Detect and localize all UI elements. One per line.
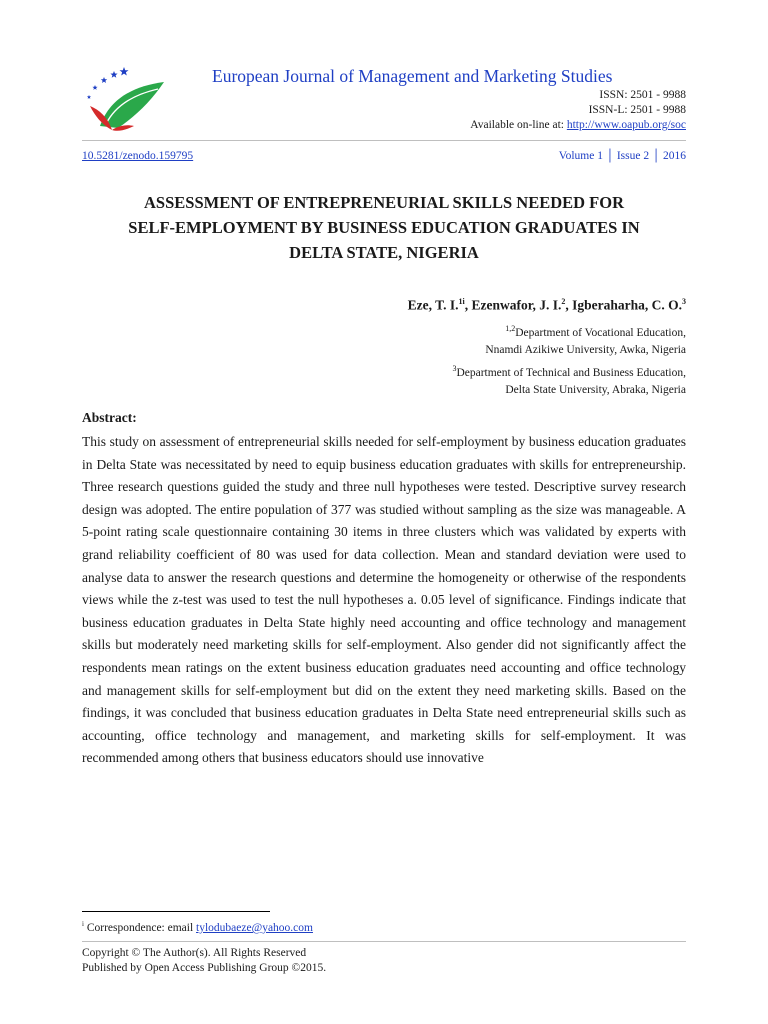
affiliation-line: Nnamdi Azikiwe University, Awka, Nigeria — [485, 344, 686, 357]
available-online — [470, 118, 686, 133]
correspondence-email-link[interactable]: tylodubaeze@yahoo.com — [196, 921, 313, 934]
publisher-text: Published by Open Access Publishing Group ©2015. — [82, 962, 327, 974]
affiliations — [452, 320, 686, 400]
footnote-marker: i — [82, 920, 84, 928]
journal-title: European Journal of Management and Marketing Studies — [212, 66, 613, 86]
title-line: ASSESSMENT OF ENTREPRENEURIAL SKILLS NEEDED FOR — [144, 193, 624, 212]
journal-logo-icon — [82, 64, 166, 134]
title-line: DELTA STATE, NIGERIA — [289, 243, 479, 262]
affiliation-text: Department of Technical and Business Education, — [456, 366, 686, 379]
affiliation-line — [452, 320, 686, 342]
copyright-divider — [82, 941, 686, 942]
author-marker: 1i — [458, 297, 465, 306]
doi — [82, 150, 193, 162]
copyright-block — [82, 946, 326, 976]
doi-link[interactable]: 10.5281/zenodo.159795 — [82, 150, 194, 162]
footnote — [82, 920, 313, 934]
issn: ISSN: 2501 - 9988 — [599, 89, 686, 101]
abstract-heading: Abstract: — [82, 410, 137, 425]
issn-l: ISSN-L: 2501 - 9988 — [588, 104, 686, 116]
author-marker: 3 — [682, 297, 686, 306]
paper-title — [82, 190, 686, 265]
affiliation-marker: 3 — [452, 363, 457, 373]
volume-issue: Volume 1 │ Issue 2 │ 2016 — [558, 150, 686, 162]
affiliation-line: Delta State University, Abraka, Nigeria — [505, 384, 686, 397]
affiliation-marker: 1,2 — [505, 324, 516, 333]
abstract-text: This study on assessment of entrepreneurial skills needed for self-employment by business education graduates in Delta State was necessitated by need to equip business education graduates with skills for entrepreneurship. Three research questions guided the study and three null hypotheses were tested. Descriptive survey research design was adopted. The entire population of 377 was studied without sampling as the size was manageable. A 5-point rating scale questionnaire containing 30 items in three clusters which was validated by experts with grand reliability coefficient of 80 was used for data collection. Mean and standard deviation were used to analyse data to answer the research questions and determine the homogeneity or otherwise of the respondents views while the z-test was used to test the null hypotheses a. 0.05 level of significance. Findings indicate that business education graduates in Delta State highly need accounting and office technology and management skills but moderately need marketing skills for self-employment. Also gender did not significantly affect the respondents mean ratings on the extent business education graduates need accounting and office technology and management skills for self-employment but did on the extent they need marketing skills. Based on the findings, it was concluded that business education graduates in Delta State need entrepreneurial skills such as accounting, office technology and management, and marketing skills for self-employment. It was recommended among others that business educators should use innovative — [82, 434, 686, 766]
affiliation-text: Department of Vocational Education, — [515, 326, 686, 339]
copyright-text: Copyright © The Author(s). All Rights Reserved — [82, 947, 307, 959]
affiliation-line — [452, 360, 686, 382]
author-name: , Ezenwafor, J. I. — [464, 297, 562, 313]
header-divider — [82, 140, 686, 141]
footnote-divider — [82, 911, 270, 912]
author-name: Eze, T. I. — [407, 297, 459, 313]
author-list — [408, 297, 686, 314]
author-marker: 2 — [561, 297, 566, 306]
footnote-label: Correspondence: email — [83, 921, 197, 934]
author-name: , Igberaharha, C. O. — [565, 297, 682, 313]
issn-block — [470, 88, 686, 133]
title-line: SELF-EMPLOYMENT BY BUSINESS EDUCATION GRADUATES IN — [128, 218, 640, 237]
journal-url-link[interactable]: http://www.oapub.org/soc — [566, 119, 686, 131]
available-label: Available on-line at: — [470, 119, 567, 131]
